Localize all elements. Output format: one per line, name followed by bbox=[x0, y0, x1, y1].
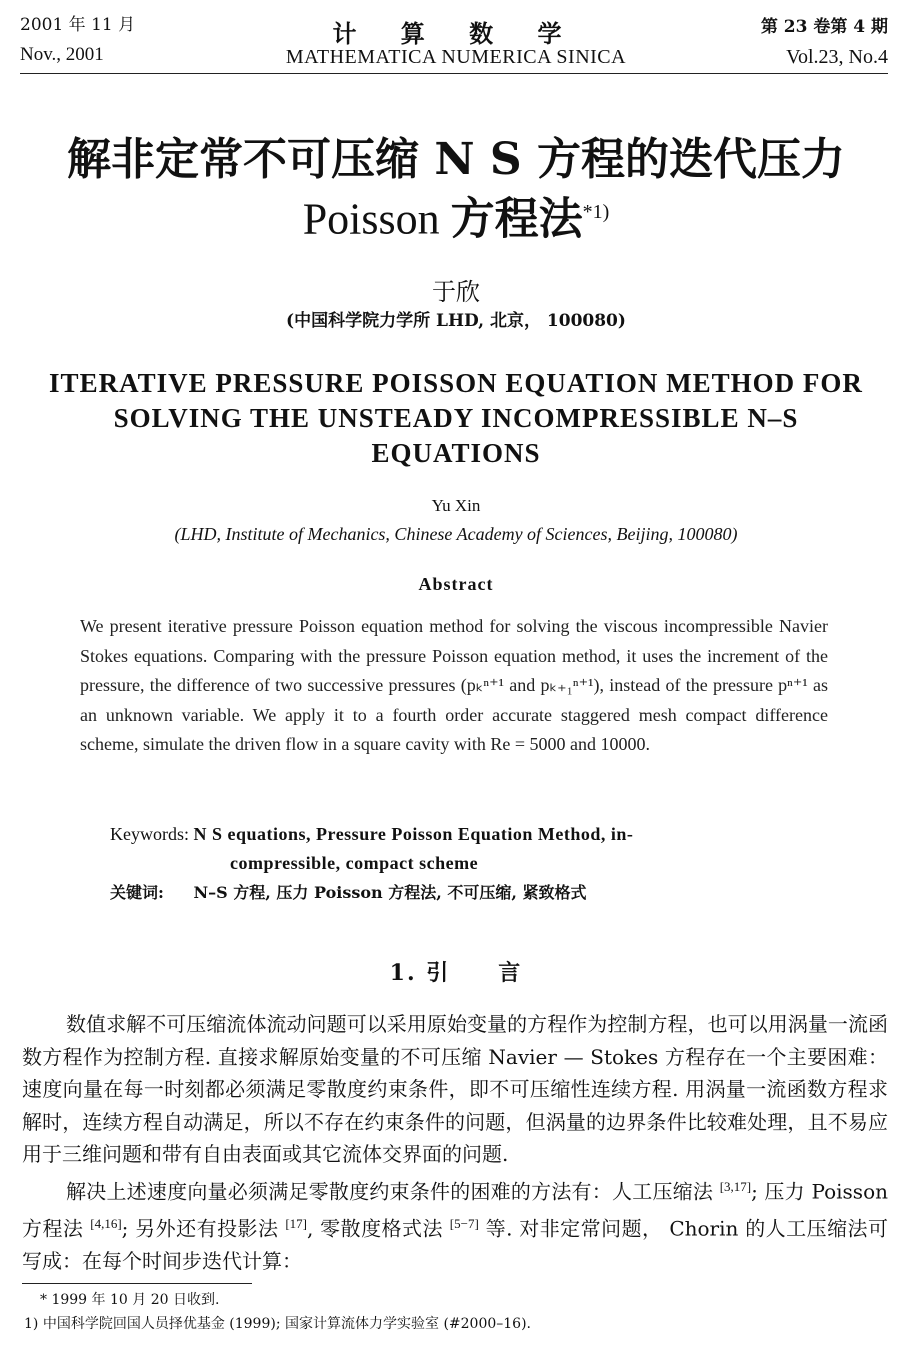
keywords-en-label: Keywords: bbox=[110, 824, 189, 844]
title-footnote-mark: *1) bbox=[582, 201, 610, 223]
title-latin-part: Poisson bbox=[302, 194, 451, 244]
footnote-funding: 1) 中国科学院回国人员择优基金 (1999); 国家计算流体力学实验室 (#2000–16). bbox=[24, 1316, 531, 1332]
citation: [17] bbox=[285, 1215, 307, 1231]
body-p2-seg2: ; 压力 Poisson 方程法 bbox=[22, 1179, 888, 1241]
affiliation-en: (LHD, Institute of Mechanics, Chinese Academy of Sciences, Beijing, 100080) bbox=[174, 524, 738, 544]
citation: [5−7] bbox=[449, 1215, 479, 1231]
paper-title-en: ITERATIVE PRESSURE POISSON EQUATION METHOD FOR SOLVING THE UNSTEADY INCOMPRESSIBLE N–S EQUATIONS bbox=[49, 368, 863, 468]
header-date-en: Nov., 2001 bbox=[20, 44, 104, 65]
keywords-cn-label: 关键词: bbox=[110, 883, 164, 902]
author-en: Yu Xin bbox=[431, 496, 481, 515]
keywords-cn-text: N–S 方程, 压力 Poisson 方程法, 不可压缩, 紧致格式 bbox=[193, 883, 587, 902]
body-p2-seg4: , 零散度格式法 bbox=[306, 1216, 450, 1241]
body-p2-seg1: 解决上述速度向量必须满足零散度约束条件的困难的方法有：人工压缩法 bbox=[66, 1179, 720, 1204]
section-heading: 1. 引 言 bbox=[389, 960, 523, 986]
header-volume-en: Vol.23, No.4 bbox=[786, 46, 888, 68]
abstract-heading: Abstract bbox=[418, 574, 494, 594]
keywords-en bbox=[110, 820, 830, 878]
keywords-en-text: N S equations, Pressure Poisson Equation Method, in- bbox=[193, 824, 634, 844]
paper-title-cn-line1: 解非定常不可压缩 N S 方程的迭代压力 bbox=[67, 134, 845, 185]
keywords-en-continuation: compressible, compact scheme bbox=[230, 853, 479, 873]
footnote-divider bbox=[22, 1283, 252, 1284]
body-p2-seg5: 等. 对非定常问题， Chorin 的人工压缩法可写成：在每个时间步迭代计算： bbox=[22, 1216, 889, 1273]
citation: [3,17] bbox=[719, 1178, 752, 1194]
body-text bbox=[22, 1008, 888, 1277]
citation: [4,16] bbox=[90, 1215, 122, 1231]
affiliation-cn: (中国科学院力学所 LHD, 北京， 100080) bbox=[286, 311, 626, 331]
header-divider bbox=[20, 73, 888, 74]
title-cn-part: 方程法 bbox=[450, 193, 583, 245]
paper-title-cn-line2 bbox=[0, 184, 912, 248]
abstract-text: We present iterative pressure Poisson equation method for solving the viscous incompressible Navier Stokes equations. Comparing with the pressure Poisson equation method, it uses the increment of the pressure, the difference of two successive pressures (pₖⁿ⁺¹ and pₖ₊₁ⁿ⁺¹), instead of the pressure pⁿ⁺¹ as an unknown variable. We apply it to a fourth order accurate staggered mesh compact difference scheme, simulate the driven flow in a square cavity with Re = 5000 and 10000. bbox=[80, 616, 828, 754]
journal-title-cn: 计 算 数 学 bbox=[332, 19, 580, 48]
author-cn: 于欣 bbox=[432, 278, 480, 306]
header-date-cn: 2001 年 11 月 bbox=[20, 15, 136, 35]
header-volume-cn: 第 23 卷第 4 期 bbox=[760, 17, 888, 37]
journal-title-en: MATHEMATICA NUMERICA SINICA bbox=[285, 46, 627, 68]
footnote-received: * 1999 年 10 月 20 日收到. bbox=[40, 1292, 220, 1308]
body-paragraph-1: 数值求解不可压缩流体流动问题可以采用原始变量的方程作为控制方程，也可以用涡量一流函数方程作为控制方程. 直接求解原始变量的不可压缩 Navier — Stokes 方程存在一个主要困难：速度向量在每一时刻都必须满足零散度约束条件，即不可压缩性连续方程. 用涡量一流函数方程求解时，连续方程自动满足，所以不存在约束条件的问题，但涡量的边界条件比较难处理，且不易应用于三维问题和带有自由表面或其它流体交界面的问题. bbox=[22, 1012, 888, 1166]
body-p2-seg3: ; 另外还有投影法 bbox=[121, 1216, 286, 1241]
keywords-cn bbox=[110, 880, 830, 903]
body-paragraph-2 bbox=[22, 1171, 888, 1278]
